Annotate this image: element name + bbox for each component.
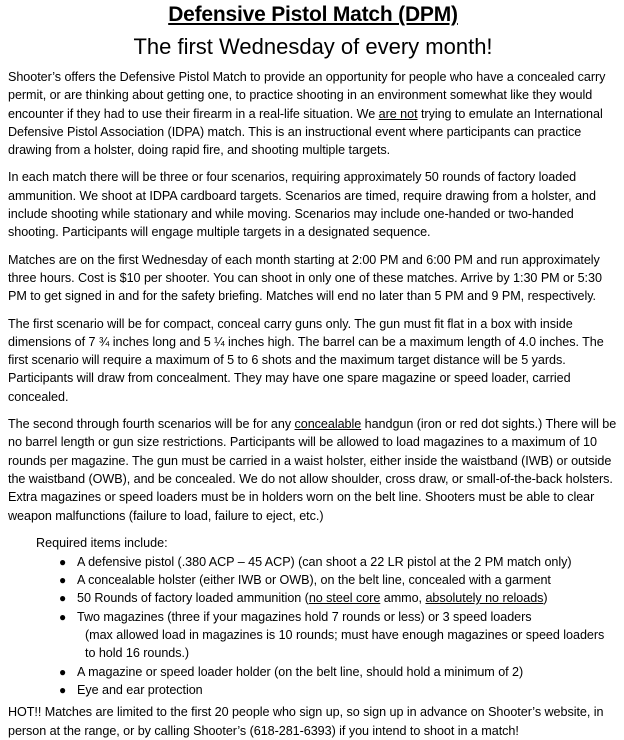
other-scenarios-underlined: concealable: [294, 417, 362, 432]
intro-underlined-text: are not: [378, 106, 418, 121]
item-text: A defensive pistol (.380 ACP – 45 ACP) (can shoot a 22 LR pistol at the 2 PM match only): [77, 554, 572, 569]
bullet-icon: ●: [59, 664, 67, 679]
bullet-icon: ●: [59, 609, 67, 624]
item-text-mid: ammo,: [380, 591, 426, 606]
item-text-end: ): [543, 591, 548, 606]
other-scenarios-start: The second through fourth scenarios will be for any: [8, 417, 295, 432]
page-subtitle: The first Wednesday of every month!: [133, 34, 493, 59]
item-text-start: 50 Rounds of factory loaded ammunition (: [77, 591, 309, 606]
item-text: A magazine or speed loader holder (on the belt line, should hold a minimum of 2): [77, 664, 524, 679]
page-title: Defensive Pistol Match (DPM): [168, 3, 458, 26]
bullet-icon: ●: [59, 682, 67, 697]
required-items-list: [8, 553, 618, 699]
list-item: [8, 553, 618, 571]
list-item: [8, 589, 618, 607]
schedule-paragraph: Matches are on the first Wednesday of each month starting at 2:00 PM and 6:00 PM and run approximately three hours. Cost is $10 per shooter. You can shoot in only one of these matches. Arrive by 1:30 PM or 5:30 PM to get signed in and for the safety briefing. Matches will end no later than 5 PM and 9 PM, respectively.: [8, 252, 602, 304]
bullet-icon: ●: [59, 573, 67, 588]
intro-paragraph: [8, 68, 618, 159]
item-underlined-text: absolutely no reloads: [425, 591, 544, 606]
item-underlined-text: no steel core: [308, 591, 381, 606]
scenarios-paragraph: In each match there will be three or four scenarios, requiring approximately 50 rounds of factory loaded ammunition. We shoot at IDPA cardboard targets. Scenarios are timed, require drawing from a holster, and include shooting while stationary and while moving. Scenarios may include one-handed or two-handed shooting. Participants will engage multiple targets in a designated sequence.: [8, 170, 596, 240]
other-scenarios-paragraph: [8, 415, 618, 525]
hot-notice-paragraph: HOT!! Matches are limited to the first 20 people who sign up, so sign up in advance on Shooter’s website, in person at the range, or by calling Shooter’s (618-281-6393) if you intend to shoot in a match!: [8, 705, 604, 738]
first-scenario-paragraph: The first scenario will be for compact, conceal carry guns only. The gun must fit flat in a box with inside dimensions of 7 ¾ inches long and 5 ¼ inches high. The barrel can be a maximum length of 4.0 inches. The first scenario will require a maximum of 5 to 6 shots and the maximum target distance will be 5 yards. Participants will draw from concealment. They may have one spare magazine or speed loader, carried concealed.: [8, 316, 604, 404]
required-items-heading: Required items include:: [36, 535, 168, 550]
intro-text-end: trying to emulate an International Defensive Pistol Association (IDPA) match. This is an instructional event where participants can practice drawing from a holster, doing rapid fire, and shooting multiple targets.: [8, 106, 603, 158]
list-item: [8, 663, 618, 681]
list-item: [8, 571, 618, 589]
document-page: [0, 2, 624, 738]
item-text: Eye and ear protection: [77, 682, 203, 697]
other-scenarios-end: handgun (iron or red dot sights.) There will be no barrel length or gun size restrictions. Participants will be allowed to load magazines to a maximum of 10 rounds per magazine. The gun must be carried in a waist holster, either inside the waistband (IWB) or outside the waistband (OWB), and be concealed. We do not allow shoulder, cross draw, or small-of-the-back holsters. Extra magazines or speed loaders must be in holders worn on the belt line. Shooters must be able to clear weapon malfunctions (failure to load, failure to eject, etc.): [8, 417, 617, 523]
list-item: [8, 608, 618, 663]
bullet-icon: ●: [59, 554, 67, 569]
bullet-icon: ●: [59, 591, 67, 606]
item-text: A concealable holster (either IWB or OWB), on the belt line, concealed with a garment: [77, 573, 551, 588]
intro-text-start: Shooter’s offers the Defensive Pistol Match to provide an opportunity for people who have a concealed carry permit, or are thinking about getting one, to practice shooting in an environment somewhat like they would encounter if they had to use their firearm in a real-life situation. We: [8, 70, 606, 121]
item-text: Two magazines (three if your magazines hold 7 rounds or less) or 3 speed loaders: [77, 609, 532, 624]
item-subtext: (max allowed load in magazines is 10 rounds; must have enough magazines or speed loaders to hold 16 rounds.): [85, 628, 605, 661]
